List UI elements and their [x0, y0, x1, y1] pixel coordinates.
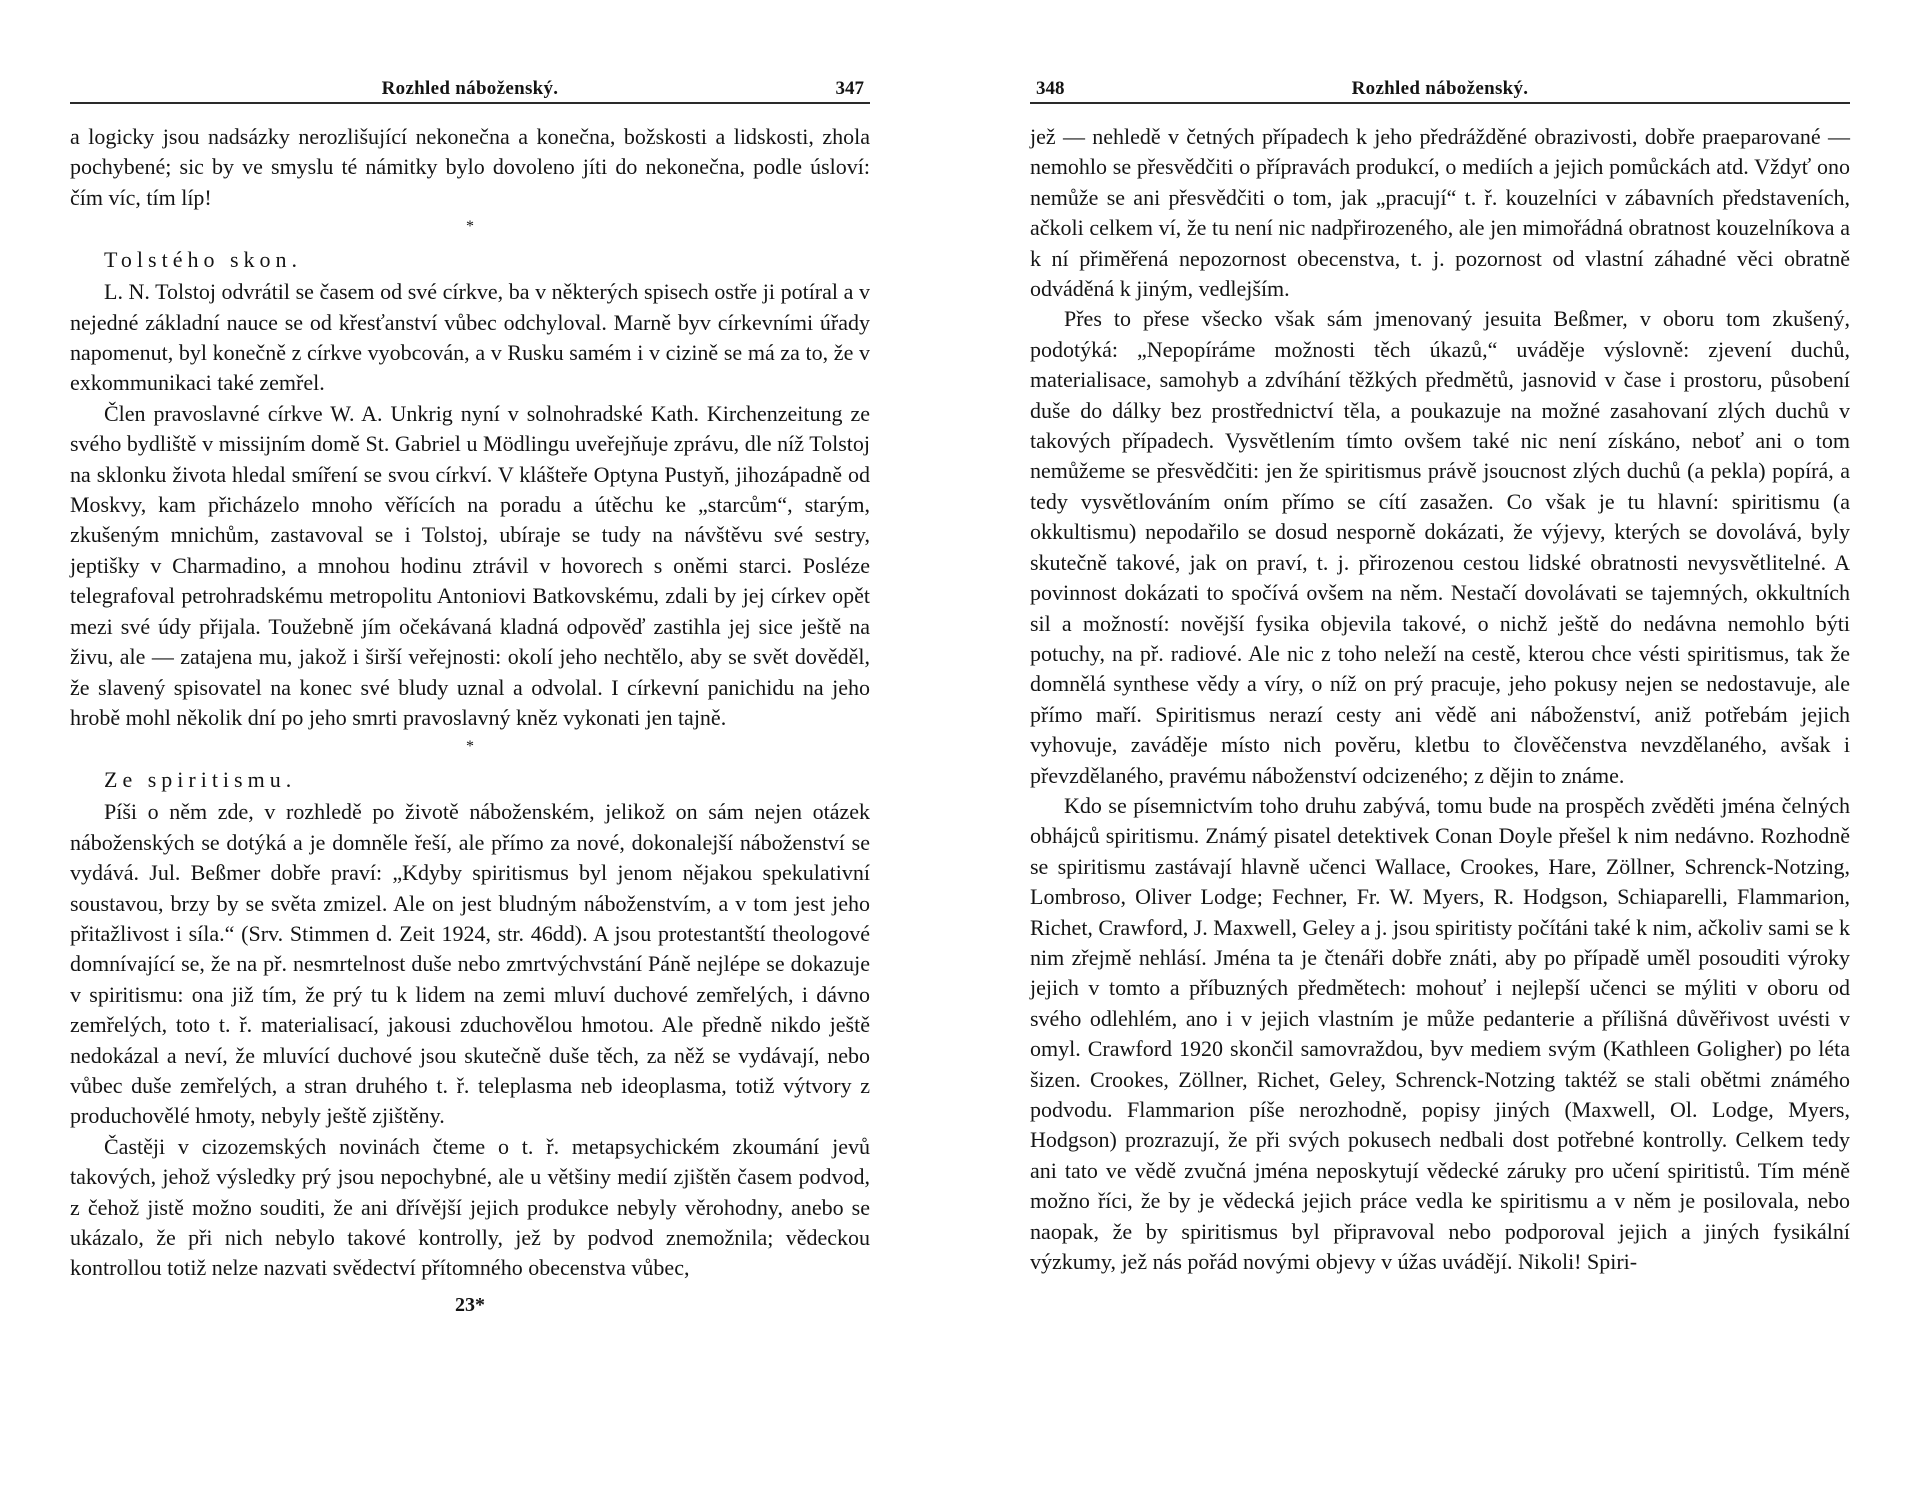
right-paragraph-1: jež — nehledě v četných případech k jeho předrážděné obrazivosti, dobře praeparované — nemohlo se přesvědčiti o přípravách produkcí, o mediích a jejich pomůckách atd. Vždyť ono nemůže se ani přesvědčiti o tom, jak „pracují“ t. ř. kouzelníci v zábavních představeních, ačkoli celkem ví, že tu není nic nadpřirozeného, ale jen mimořádná obratnost kouzelníkova a k ní přiměřená nepozornost obecenstva, t. j. pozornost od vlastní záhadné věci obratně odváděná k jiným, vedlejším.	[1030, 124, 1850, 302]
left-page	[70, 72, 870, 1317]
right-running-title: Rozhled náboženský.	[1351, 78, 1529, 99]
section-title-spiritismus: Ze spiritismu.	[104, 767, 297, 793]
signature-mark: 23*	[455, 1293, 485, 1316]
left-page-number: 347	[835, 78, 864, 99]
right-paragraph-2: Přes to přese všecko však sám jmenovaný jesuita Beßmer, v oboru tom zkušený, podotýká: „Nepopíráme možnosti těch úkazů,“ uváděje výslovně: zjevení duchů, materialisace, samohyb a zdvíhání těžkých předmětů, jasnovid v čase i prostoru, působení duše do dálky bez prostřednictví těla, a poukazuje na možné zasahovaní zlých duchů v takových případech. Vysvětlením tímto ovšem také nic není získáno, neboť ani o tom nemůžeme se přesvědčiti: jen že spiritismus právě jsoucnost zlých duchů (a pekla) popírá, a tedy vysvětlováním oním přímo se cítí zasažen. Co však je tu hlavní: spiritismu (a okkultismu) nepodařilo se dosud nesporně dokázati, že výjevy, kterých se dovolává, byly skutečně takové, jak on praví, t. j. přirozenou cestou lidské obratnosti nevysvětlitelné. A povinnost dokázati to spočívá ovšem na něm. Nestačí dovolávati se tajemných, okkultních sil a možností: novější fysika objevila takové, o nichž ještě do nedávna nemohlo býti potuchy, na př. radiové. Ale nic z toho neleží na cestě, kterou chce vésti spiritismus, tak že domnělá synthese vědy a víry, o níž on prý pracuje, jeho pokusy nejen se nedostavuje, ale přímo maří. Spiritismus nerazí cesty ani vědě ani náboženství, aniž potřebám jejich vyhovuje, zaváděje místo nich pověru, kletbu to člověčenstva nevzdělaného, avšak i převzdělaného, pravému náboženství odcizeného; z dějin to známe.	[1030, 306, 1850, 788]
right-paragraph-3: Kdo se písemnictvím toho druhu zabývá, tomu bude na prospěch zvěděti jména čelných obhájců spiritismu. Známý pisatel detektivek Conan Doyle přešel k nim nedávno. Rozhodně se spiritismu zastávají hlavně učenci Wallace, Crookes, Hare, Zöllner, Schrenck-Notzing, Lombroso, Oliver Lodge; Fechner, Fr. W. Myers, R. Hodgson, Schiaparelli, Flammarion, Richet, Crawford, J. Maxwell, Geley a j. jsou spiritisty počítáni také k nim, ačkoliv sami se k nim zřejmě nehlásí. Jména ta je čtenáři dobře znáti, aby po případě uměl posouditi výroky jejich v tomto a příbuzných předmětech: mohouť i nejlepší učenci se mýliti v oboru od svého odlehlém, ano i v jejich vlastním je může pedanterie a přílišná důvěřivost uvésti v omyl. Crawford 1920 skončil samovraždou, byv mediem svým (Kathleen Goligher) po léta šizen. Crookes, Zöllner, Richet, Geley, Schrenck-Notzing taktéž se stali obětmi známého podvodu. Flammarion píše nerozhodně, popisy jiných (Maxwell, Ol. Lodge, Myers, Hodgson) prozrazují, že při svých pokusech nedbali dost potřebné kontrolly. Celkem tedy ani tato ve vědě zvučná jména neposkytují vědecké záruky pro učení spiritistů. Tím méně možno říci, že by je vědecká jejich práce vedla ke spiritismu a v něm je posilovala, nebo naopak, že by spiritismus byl připravoval nebo podporoval jejich a jiných fysikální výzkumy, jež nás pořád novými objevy v úžas uvádějí. Nikoli! Spiri-	[1030, 792, 1850, 1275]
left-page-body	[70, 104, 870, 1317]
asterisk-separator: *	[466, 738, 474, 756]
left-running-title: Rozhled náboženský.	[381, 78, 559, 99]
asterisk-separator: *	[466, 218, 474, 236]
left-paragraph-1: a logicky jsou nadsázky nerozlišující nekonečna a konečna, božskosti a lidskosti, zhola pochybené; sic by ve smyslu té námitky bylo dovoleno jíti do nekonečna, podle úsloví: čím víc, tím líp!	[70, 124, 870, 210]
left-paragraph-2: L. N. Tolstoj odvrátil se časem od své církve, ba v některých spisech ostře ji potíral a v nejedné základní nauce se od křesťanství vůbec odchyloval. Marně byv církevními úřady napomenut, byl konečně z církve vyobcován, a v Rusku samém i v cizině se má za to, že v exkommunikaci také zemřel.	[70, 279, 870, 396]
section-title-tolstoj: Tolstého skon.	[104, 247, 303, 273]
right-page	[1030, 72, 1850, 1277]
right-page-header	[1030, 72, 1850, 104]
left-paragraph-3: Člen pravoslavné církve W. A. Unkrig nyní v solnohradské Kath. Kirchenzeitung ze svého bydliště v missijním domě St. Gabriel u Mödlingu uveřejňuje zprávu, dle níž Tolstoj na sklonku života hledal smíření se svou církví. V klášteře Optyna Pustyň, jihozápadně od Moskvy, kam přicházelo mnoho věřících na poradu a útěchu ke „starcům“, starým, zkušeným mnichům, zastavoval se i Tolstoj, ubíraje se tudy na návštěvu své sestry, jeptišky v Charmadino, a mnohou hodinu ztrávil v hovorech s oněmi starci. Posléze telegrafoval petrohradskému metropolitu Antoniovi Batkovskému, zdali by jej církev opět mezi své údy přijala. Toužebně jím očekávaná kladná odpověď zastihla jej sice ještě na živu, ale — zatajena mu, jakož i širší veřejnosti: okolí jeho nechtělo, aby se svět dověděl, že slavený spisovatel na konec své bludy uznal a odvolal. I církevní panichidu na jeho hrobě mohl několik dní po jeho smrti pravoslavný kněz vykonati jen tajně.	[70, 400, 870, 730]
left-page-header	[70, 72, 870, 104]
right-page-number: 348	[1036, 78, 1065, 99]
left-paragraph-4: Píši o něm zde, v rozhledě po životě náboženském, jelikož on sám nejen otázek náboženských se dotýká a je domněle řeší, ale přímo za nové, dokonalejší náboženství se vydává. Jul. Beßmer dobře praví: „Kdyby spiritismus byl jenom nějakou spekulativní soustavou, brzy by se světa zmizel. Ale on jest bludným náboženstvím, a v tom jest jeho přitažlivost i síla.“ (Srv. Stimmen d. Zeit 1924, str. 46dd). A jsou protestantští theologové domnívající se, že na př. nesmrtelnost duše nebo zmrtvýchvstání Páně nejlépe se dokazuje v spiritismu: ona již tím, že prý tu k lidem na zemi mluví duchové zemřelých, i dávno zemřelých, toto t. ř. materialisací, jakousi zduchovělou hmotou. Ale předně nikdo ještě nedokázal a neví, že mluvící duchové jsou skutečně duše těch, za něž se vydávají, nebo vůbec duše zemřelých, a stran druhého t. ř. teleplasma neb ideoplasma, totiž výtvory z produchovělé hmoty, nebyly ještě zjištěny.	[70, 799, 870, 1129]
right-page-body	[1030, 104, 1850, 1277]
left-paragraph-5: Častěji v cizozemských novinách čteme o t. ř. metapsychickém zkoumání jevů takových, jehož výsledky prý jsou nepochybné, ale u většiny medií zjištěn časem podvod, z čehož jistě možno souditi, že ani dřívější jejich produkce nebyly věrohodny, anebo se ukázalo, že při nich nebylo takové kontrolly, jež by podvod znemožnila; vědeckou kontrollou totiž nelze nazvati svědectví přítomného obecenstva vůbec,	[70, 1133, 870, 1281]
